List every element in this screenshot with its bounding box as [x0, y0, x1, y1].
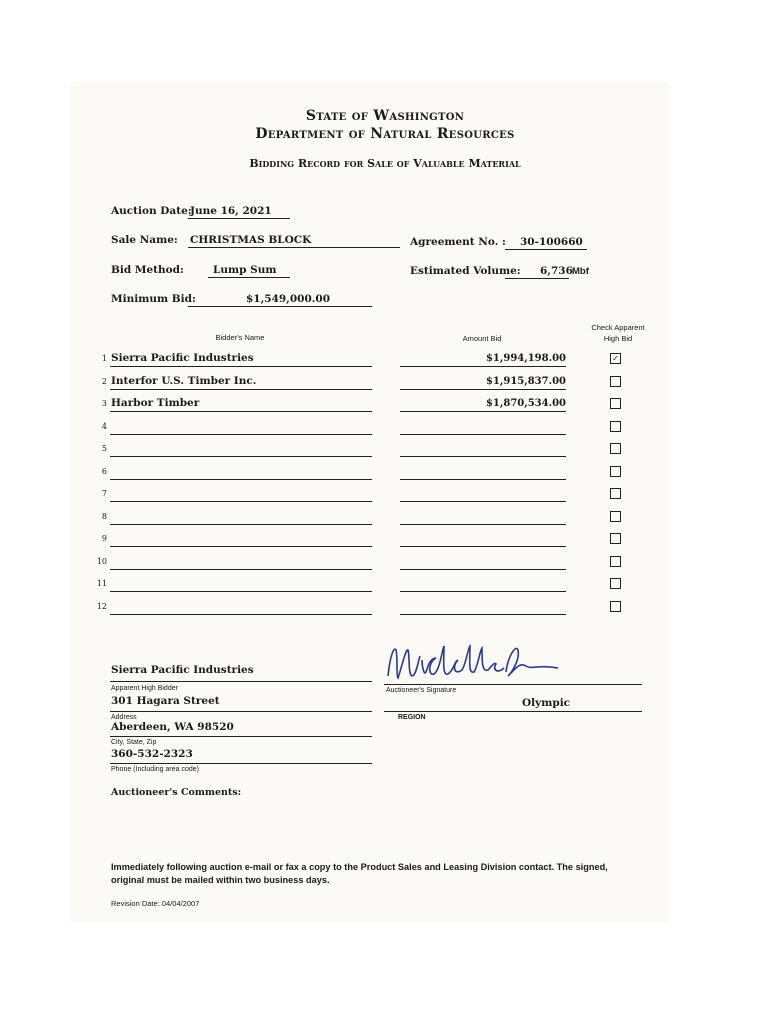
col-header-check-2: High Bid	[603, 334, 633, 343]
row-number: 8	[101, 511, 107, 521]
sale-name-label: Sale Name:	[111, 234, 178, 246]
winner-city-line	[110, 736, 372, 737]
row-number: 9	[101, 534, 107, 543]
high-bid-checkbox[interactable]	[610, 601, 621, 612]
high-bid-checkbox[interactable]	[610, 578, 621, 589]
col-header-bidder: Bidder's Name	[215, 333, 265, 342]
sale-name-value: CHRISTMAS BLOCK	[190, 234, 312, 246]
winner-city: Aberdeen, WA 98520	[111, 721, 234, 733]
row-number: 3	[101, 399, 107, 408]
amount-line	[400, 411, 566, 412]
bidder-line	[110, 434, 372, 435]
row-number: 2	[101, 376, 107, 386]
agreement-label: Agreement No. :	[410, 236, 506, 248]
bidder-line	[110, 614, 372, 615]
high-bid-checkbox[interactable]	[610, 511, 621, 522]
row-number: 7	[101, 489, 107, 498]
col-header-check-1: Check Apparent	[591, 323, 645, 332]
bidder-line	[110, 501, 372, 502]
revision-date: Revision Date: 04/04/2007	[111, 899, 200, 908]
signature-caption: Auctioneer's Signature	[386, 687, 457, 694]
high-bid-checkbox[interactable]	[610, 421, 621, 432]
signature-line	[384, 684, 642, 685]
amount-line	[400, 524, 566, 525]
winner-address: 301 Hagara Street	[111, 695, 220, 707]
row-number: 4	[101, 421, 107, 431]
min-bid-value: $1,549,000.00	[246, 293, 331, 305]
amount-line	[400, 546, 566, 547]
comments-label: Auctioneer's Comments:	[111, 787, 242, 798]
footer-instruction: Immediately following auction e-mail or fax a copy to the Product Sales and Leasing Division contact. The signed, original must be mailed within two business days.	[111, 862, 608, 885]
row-number: 12	[96, 601, 107, 611]
winner-phone-line	[110, 763, 372, 764]
amount-line	[400, 366, 566, 367]
winner-phone: 360-532-2323	[111, 748, 193, 760]
high-bid-checkbox[interactable]	[610, 398, 621, 409]
agreement-value: 30-100660	[520, 236, 583, 248]
amount-bid: $1,994,198.00	[485, 353, 566, 364]
bidder-line	[110, 366, 372, 367]
bidder-name: Harbor Timber	[111, 397, 200, 409]
volume-value: 6,736	[540, 265, 573, 277]
winner-address-line	[110, 711, 372, 712]
bidder-line	[110, 479, 372, 480]
col-header-amount: Amount Bid	[462, 334, 502, 343]
auction-date-value: June 16, 2021	[190, 205, 272, 217]
high-bid-checkbox[interactable]	[610, 443, 621, 454]
region-caption: REGION	[398, 714, 426, 721]
high-bid-checkbox[interactable]	[610, 556, 621, 567]
amount-line	[400, 434, 566, 435]
high-bid-checkbox[interactable]	[610, 488, 621, 499]
high-bid-checkbox[interactable]	[610, 466, 621, 477]
high-bid-checkbox[interactable]	[610, 376, 621, 387]
region-line	[384, 711, 642, 712]
bidder-line	[110, 569, 372, 570]
sale-name-line	[188, 247, 400, 248]
min-bid-label: Minimum Bid:	[111, 293, 196, 305]
auction-date-line	[188, 218, 290, 219]
bidder-name: Sierra Pacific Industries	[111, 352, 254, 364]
amount-line	[400, 501, 566, 502]
amount-line	[400, 614, 566, 615]
winner-name: Sierra Pacific Industries	[111, 664, 254, 676]
bid-method-value: Lump Sum	[213, 264, 277, 276]
winner-city-caption: City, State, Zip	[111, 739, 157, 746]
volume-line	[505, 278, 569, 279]
bidder-name: Interfor U.S. Timber Inc.	[111, 374, 257, 387]
row-number: 11	[96, 579, 107, 588]
winner-name-line	[110, 681, 372, 682]
amount-line	[400, 591, 566, 592]
volume-label: Estimated Volume:	[410, 265, 521, 277]
bidder-line	[110, 389, 372, 390]
agreement-line	[505, 249, 587, 250]
row-number: 10	[96, 556, 107, 566]
winner-phone-caption: Phone (Including area code)	[111, 766, 199, 773]
volume-unit: Mbf	[572, 266, 589, 277]
amount-line	[400, 389, 566, 390]
bidder-line	[110, 411, 372, 412]
header-form-title: Bidding Record for Sale of Valuable Material	[249, 157, 521, 170]
bidder-line	[110, 456, 372, 457]
amount-line	[400, 569, 566, 570]
bid-method-label: Bid Method:	[111, 264, 184, 276]
min-bid-line	[188, 306, 372, 307]
amount-bid: $1,870,534.00	[485, 398, 566, 409]
bidder-line	[110, 524, 372, 525]
auction-date-label: Auction Date:	[111, 205, 192, 217]
row-number: 1	[101, 354, 107, 363]
amount-line	[400, 456, 566, 457]
bid-method-line	[208, 277, 290, 278]
winner-address-caption: Address	[111, 714, 137, 721]
bidder-line	[110, 591, 372, 592]
amount-bid: $1,915,837.00	[485, 375, 566, 387]
high-bid-checkbox[interactable]: ✓	[610, 353, 621, 364]
row-number: 5	[101, 444, 107, 453]
header-state: State of Washington	[305, 108, 465, 124]
row-number: 6	[101, 466, 107, 476]
header-department: Department of Natural Resources	[255, 126, 515, 142]
amount-line	[400, 479, 566, 480]
region-value: Olympic	[522, 697, 571, 709]
high-bid-checkbox[interactable]	[610, 533, 621, 544]
winner-name-caption: Apparent High Bidder	[111, 685, 178, 692]
auctioneer-signature	[382, 636, 562, 694]
bidder-line	[110, 546, 372, 547]
